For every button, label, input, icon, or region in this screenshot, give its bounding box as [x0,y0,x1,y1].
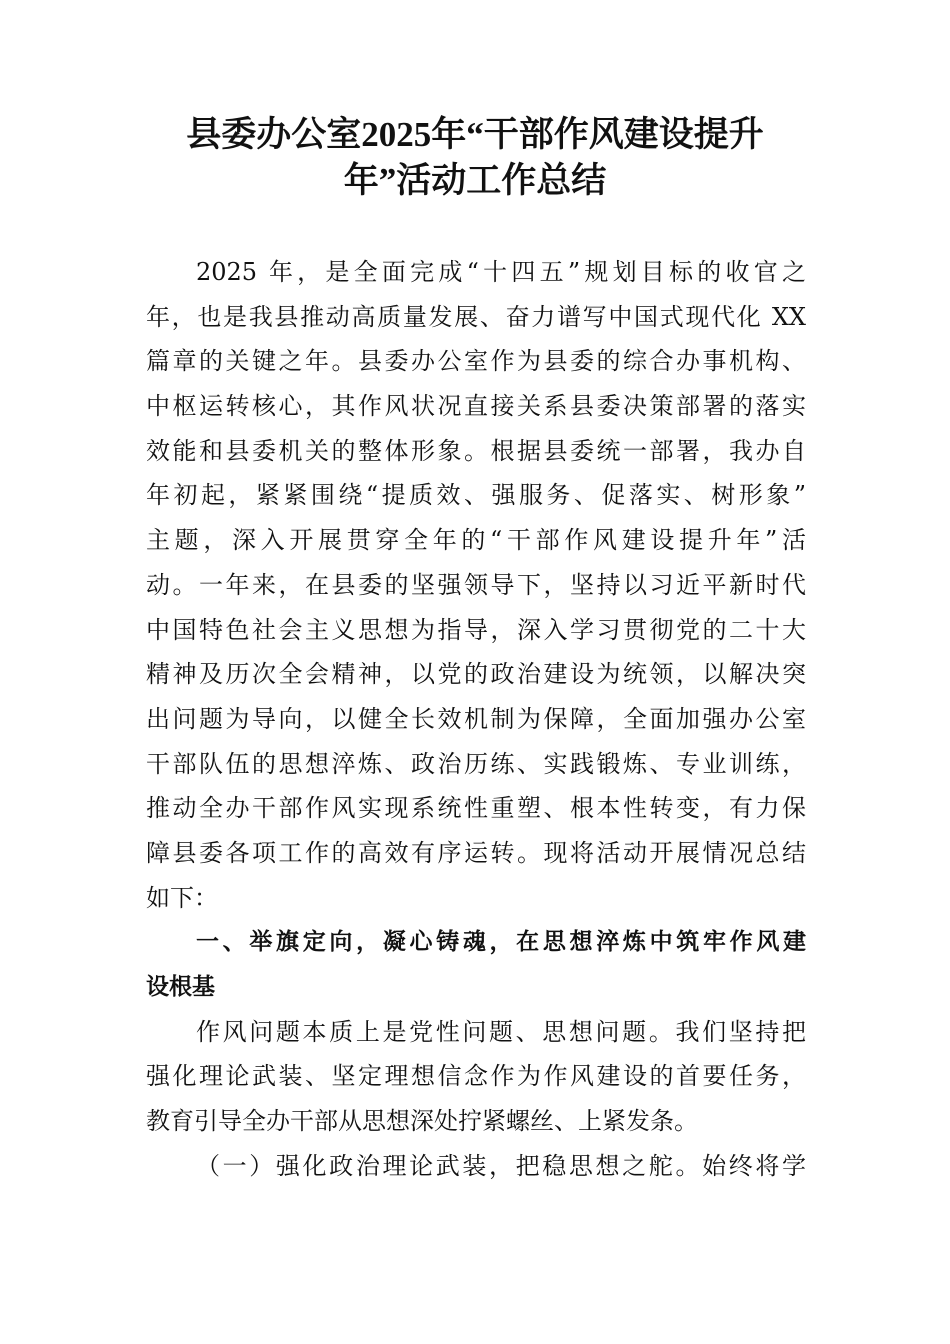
document-title [0,112,950,204]
text-line: 动。一年来，在县委的坚强领导下，坚持以习近平新时代 [146,570,806,599]
text-line: 教育引导全办干部从思想深处拧紧螺丝、上紧发条。 [146,1107,698,1136]
text-line: 作风问题本质上是党性问题、思想问题。我们坚持把 [196,1017,806,1046]
text-line: 篇章的关键之年。县委办公室作为县委的综合办事机构、 [146,347,806,376]
section-heading [146,920,806,1009]
text-line: 出问题为导向，以健全长效机制为保障，全面加强办公室 [146,704,806,733]
text-line: （一）强化政治理论武装，把稳思想之舵。始终将学 [196,1151,806,1180]
paragraph [146,250,806,920]
paragraph [146,1010,806,1144]
text-line: 效能和县委机关的整体形象。根据县委统一部署，我办自 [146,436,806,465]
text-line: 障县委各项工作的高效有序运转。现将活动开展情况总结 [146,838,806,867]
text-line: 主题，深入开展贯穿全年的“干部作风建设提升年”活 [146,526,806,555]
text-line: 精神及历次全会精神，以党的政治建设为统领，以解决突 [146,660,806,689]
text-line: 年初起，紧紧围绕“提质效、强服务、促落实、树形象” [146,481,806,510]
text-line: 中国特色社会主义思想为指导，深入学习贯彻党的二十大 [146,615,806,644]
text-line: 如下： [146,883,218,912]
text-line: 2025 年，是全面完成“十四五”规划目标的收官之 [196,258,806,286]
title-line: 县委办公室2025年“干部作风建设提升 [186,115,764,154]
text-line: 强化理论武装、坚定理想信念作为作风建设的首要任务， [146,1062,806,1091]
text-line: 推动全办干部作风实现系统性重塑、根本性转变，有力保 [146,794,806,823]
document-body [146,250,806,1188]
paragraph [146,1144,806,1189]
title-line: 年”活动工作总结 [343,161,607,200]
text-line: 设根基 [146,974,215,1000]
text-line: 中枢运转核心，其作风状况直接关系县委决策部署的落实 [146,392,806,421]
text-line: 干部队伍的思想淬炼、政治历练、实践锻炼、专业训练， [146,749,806,778]
text-line: 一、举旗定向，凝心铸魂，在思想淬炼中筑牢作风建 [196,929,806,956]
text-line: 年，也是我县推动高质量发展、奋力谱写中国式现代化 XX [146,302,806,331]
